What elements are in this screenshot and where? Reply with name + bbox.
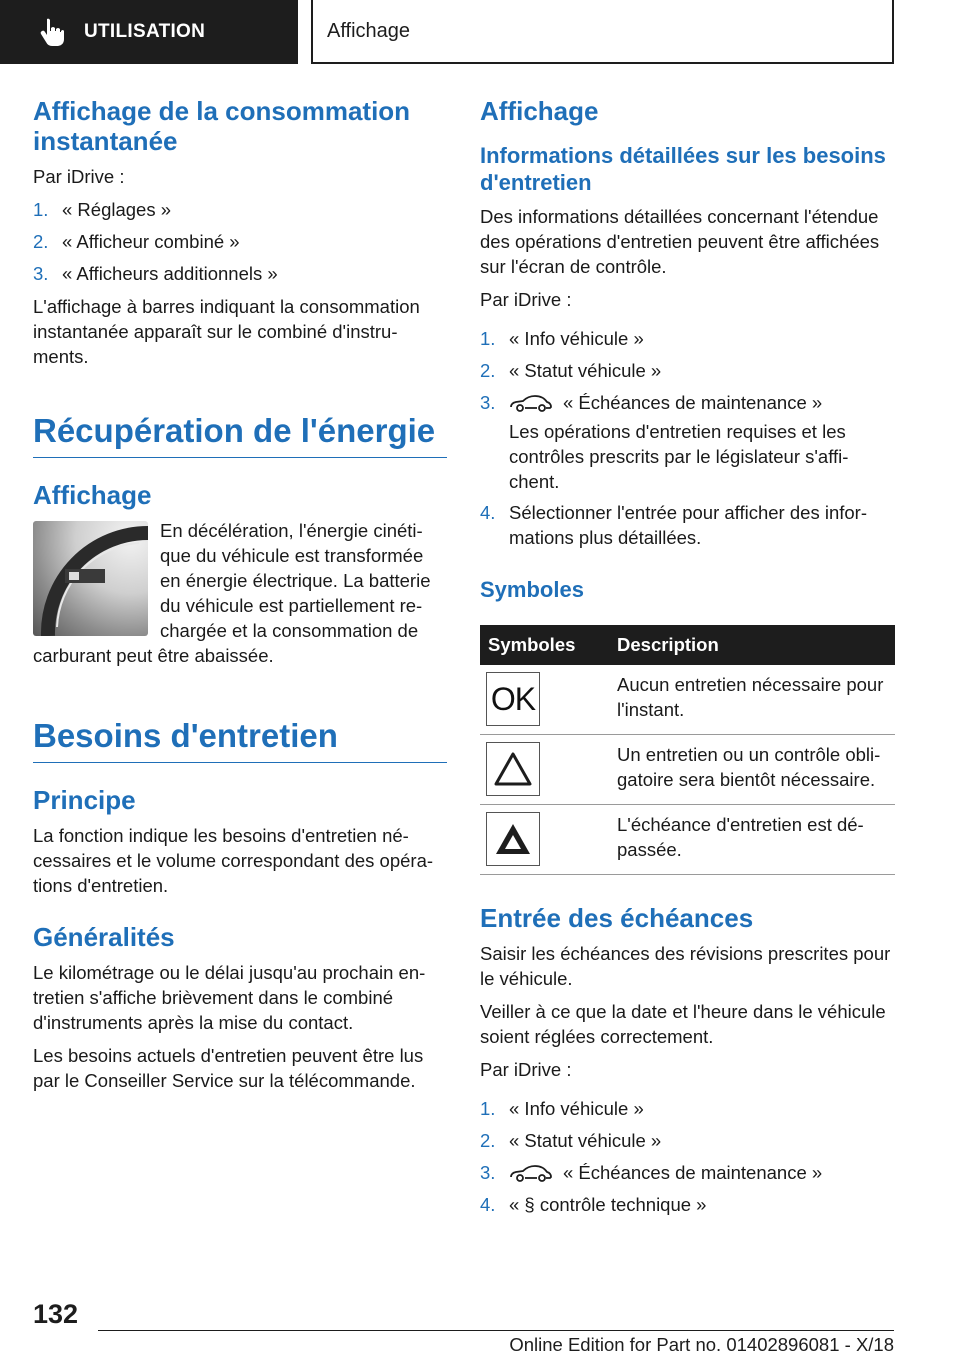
left-column [33, 96, 447, 1101]
general-body-2: Les besoins actuels d'entretien peuvent être lus par le Conseiller Service sur la télécommande. [33, 1045, 424, 1091]
deadlines-body-2: Veiller à ce que la date et l'heure dans le véhicule soient réglées correctement. [480, 1001, 886, 1047]
consumption-body: L'affichage à barres indiquant la consommation instantanée apparaît sur le combiné d'instru-ments. [33, 296, 420, 367]
ok-icon: OK [486, 672, 540, 726]
recovery-heading: Récupération de l'énergie [33, 411, 447, 458]
car-icon [509, 394, 553, 412]
list-item: 2. « Afficheur combiné » [33, 231, 240, 252]
topic-title: Affichage [327, 19, 411, 42]
list-item: 3. « Afficheurs additionnels » [33, 263, 278, 284]
deadlines-intro: Par iDrive : [480, 1059, 572, 1080]
list-item: 4. « § contrôle technique » [480, 1194, 707, 1215]
details-intro: Par iDrive : [480, 289, 572, 310]
consumption-intro: Par iDrive : [33, 166, 125, 187]
dashboard-image [33, 521, 148, 636]
edition-note: Online Edition for Part no. 01402896081 - X/18 [509, 1334, 894, 1355]
row-desc: L'échéance d'entretien est dé-passée. [609, 805, 895, 875]
symbols-heading: Symboles [480, 577, 584, 602]
consumption-steps [33, 197, 447, 286]
recovery-body: En décélération, l'énergie cinéti-que du véhicule est transformée en énergie électrique. La batterie du véhicule est partiellement re-chargée et la consommation de carburant peut être abaissée. [33, 520, 431, 666]
car-icon [509, 1164, 553, 1182]
details-heading: Informations détaillées sur les besoins d'entretien [480, 143, 886, 195]
display-heading: Affichage [480, 96, 599, 126]
deadlines-body-1: Saisir les échéances des révisions prescrites pour le véhicule. [480, 943, 891, 989]
consumption-heading: Affichage de la consommation instantanée [33, 96, 411, 156]
principle-body: La fonction indique les besoins d'entretien né-cessaires et le volume correspondant des opéra-tions d'entretien. [33, 825, 434, 896]
deadlines-heading: Entrée des échéances [480, 903, 754, 933]
symbols-table [480, 625, 895, 875]
warning-triangle-icon [486, 742, 540, 796]
hand-pointer-icon [38, 17, 66, 47]
table-header [480, 625, 895, 665]
col-header-description: Description [609, 625, 895, 665]
table-row [480, 665, 895, 735]
topic-tab [311, 0, 894, 64]
section-title: UTILISATION [84, 21, 206, 42]
page-number: 132 [33, 1299, 79, 1329]
footer-divider [98, 1330, 894, 1331]
list-item: 1. « Info véhicule » [480, 1098, 644, 1119]
list-item: 3. « Échéances de maintenance » [480, 1162, 823, 1183]
table-row [480, 735, 895, 805]
service-heading: Besoins d'entretien [33, 716, 447, 763]
list-item: 4. Sélectionner l'entrée pour afficher des infor-mations plus détaillées. [480, 502, 867, 548]
details-steps-cont [480, 500, 895, 550]
deadlines-steps [480, 1096, 895, 1217]
list-item: 1. « Info véhicule » [480, 328, 644, 349]
col-header-symbols: Symboles [480, 625, 609, 665]
principle-heading: Principe [33, 785, 136, 815]
table-row [480, 805, 895, 875]
general-heading: Généralités [33, 922, 175, 952]
general-body-1: Le kilométrage ou le délai jusqu'au prochain en-tretien s'affiche brièvement dans le combiné d'instruments après la mise du contact. [33, 962, 426, 1033]
row-desc: Aucun entretien nécessaire pour l'instant. [609, 665, 895, 735]
list-item: 3. « Échéances de maintenance » [480, 392, 823, 413]
row-desc: Un entretien ou un contrôle obli-gatoire sera bientôt nécessaire. [609, 735, 895, 805]
recovery-subheading: Affichage [33, 480, 152, 510]
section-tab [0, 0, 298, 64]
list-item: 2. « Statut véhicule » [480, 1130, 662, 1151]
right-column [480, 96, 895, 1225]
step3-note: Les opérations d'entretien requises et les contrôles prescrits par le législateur s'affi-chent. [509, 421, 849, 492]
list-item: 2. « Statut véhicule » [480, 360, 662, 381]
warning-triangle-filled-icon [486, 812, 540, 866]
details-steps [480, 326, 895, 415]
details-body: Des informations détaillées concernant l'étendue des opérations d'entretien peuvent être affichées sur l'écran de contrôle. [480, 206, 880, 277]
list-item: 1. « Réglages » [33, 199, 172, 220]
